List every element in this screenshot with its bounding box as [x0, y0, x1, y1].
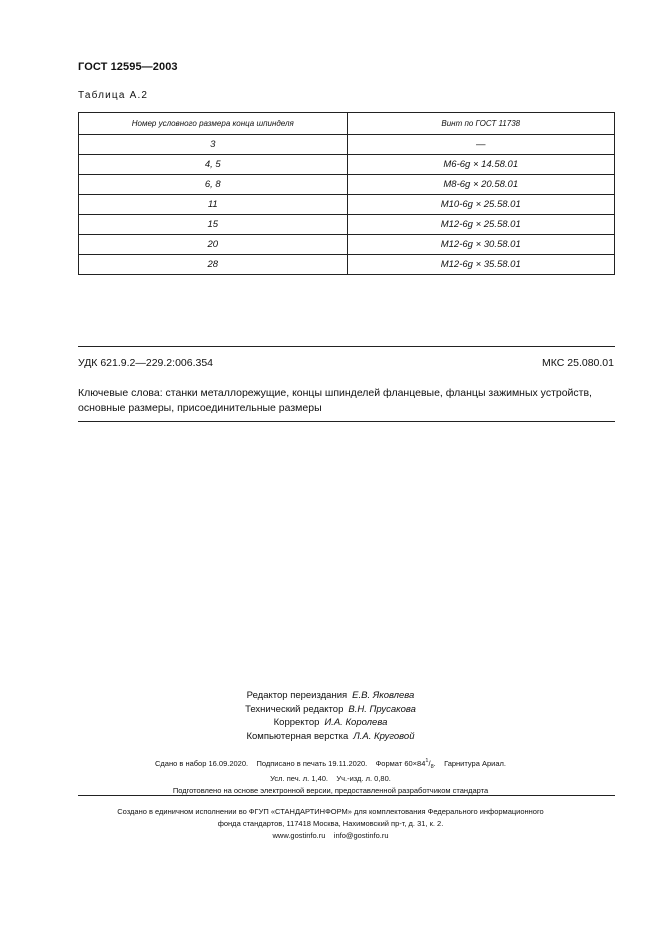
table-caption: Таблица А.2: [78, 90, 149, 101]
table-row: [79, 255, 615, 275]
divider-top: [78, 346, 615, 347]
credit-line: [0, 703, 661, 717]
column-header-spindle-size: Номер условного размера конца шпинделя: [79, 113, 348, 135]
mks-code: МКС 25.080.01: [542, 357, 614, 369]
publisher-line-1: Создано в единичном исполнении во ФГУП «СТАНДАРТИНФОРМ» для комплектования Федерального информационного: [117, 807, 544, 816]
table-cell-screw: —: [347, 135, 615, 155]
website-link[interactable]: www.gostinfo.ru: [272, 831, 326, 840]
table-cell-screw: M6-6g × 14.58.01: [347, 155, 615, 175]
credit-role: Компьютерная верстка: [246, 730, 349, 742]
credit-role: Корректор: [273, 717, 320, 728]
table-row: [79, 135, 615, 155]
document-code: ГОСТ 12595—2003: [78, 61, 178, 73]
set-date: Сдано в набор 16.09.2020.: [155, 759, 249, 768]
credit-name: Л.А. Круговой: [353, 730, 415, 742]
publisher-line-2: фонда стандартов, 117418 Москва, Нахимовский пр-т, д. 31, к. 2.: [217, 819, 444, 828]
publisher-contacts: [0, 830, 661, 842]
table-cell-size: 3: [79, 135, 348, 155]
table-cell-screw: M12-6g × 25.58.01: [347, 215, 615, 235]
typeface: Гарнитура Ариал.: [444, 759, 506, 768]
credit-role: Редактор переиздания: [246, 690, 348, 701]
credit-role: Технический редактор: [245, 703, 344, 715]
table-header-row: [79, 113, 615, 135]
imprint-block: [0, 755, 661, 797]
table-cell-screw: M12-6g × 35.58.01: [347, 255, 615, 275]
credit-name: Е.В. Яковлева: [352, 690, 415, 701]
table-row: [79, 235, 615, 255]
table-cell-size: 15: [79, 215, 348, 235]
credit-line: [0, 730, 661, 744]
table-cell-screw: M10-6g × 25.58.01: [347, 195, 615, 215]
imprint-dates-row: [0, 755, 661, 773]
table-cell-size: 11: [79, 195, 348, 215]
keywords-text: Ключевые слова: станки металлорежущие, концы шпинделей фланцевые, фланцы зажимных устройств, основные размеры, присоединительные размеры: [78, 387, 592, 414]
column-header-screw: Винт по ГОСТ 11738: [347, 113, 615, 135]
table-cell-screw: M12-6g × 30.58.01: [347, 235, 615, 255]
publisher-block: [0, 806, 661, 842]
divider-footer: [78, 795, 615, 796]
credit-name: И.А. Королева: [324, 717, 388, 728]
imprint-prepared: Подготовлено на основе электронной версии, предоставленной разработчиком стандарта: [172, 786, 489, 795]
format-label: Формат $60\times 84^1/_8$.: [375, 758, 436, 770]
pub-sheets: Уч.-изд. л. 0,80.: [336, 774, 391, 783]
credit-name: В.Н. Прусакова: [348, 703, 416, 715]
print-sheets: Усл. печ. л. 1,40.: [270, 774, 328, 783]
spindle-screw-table: [78, 112, 615, 275]
imprint-sheets-row: [0, 773, 661, 785]
sign-date: Подписано в печать 19.11.2020.: [256, 759, 368, 768]
format-denominator: 8: [430, 764, 434, 770]
credit-line: [0, 716, 661, 730]
table-row: [79, 175, 615, 195]
credit-line: [0, 689, 661, 703]
divider-bottom: [78, 421, 615, 422]
table-cell-size: 20: [79, 235, 348, 255]
table-row: [79, 155, 615, 175]
format-numerator: 1: [425, 758, 429, 764]
format-prefix: Формат 60×84: [375, 759, 426, 768]
table-cell-screw: M8-6g × 20.58.01: [347, 175, 615, 195]
table-cell-size: 6, 8: [79, 175, 348, 195]
table-cell-size: 4, 5: [79, 155, 348, 175]
credits-block: [0, 689, 661, 743]
table-row: [79, 215, 615, 235]
table-cell-size: 28: [79, 255, 348, 275]
udk-code: УДК 621.9.2—229.2:006.354: [78, 357, 214, 369]
email-link[interactable]: info@gostinfo.ru: [333, 831, 389, 840]
table-row: [79, 195, 615, 215]
